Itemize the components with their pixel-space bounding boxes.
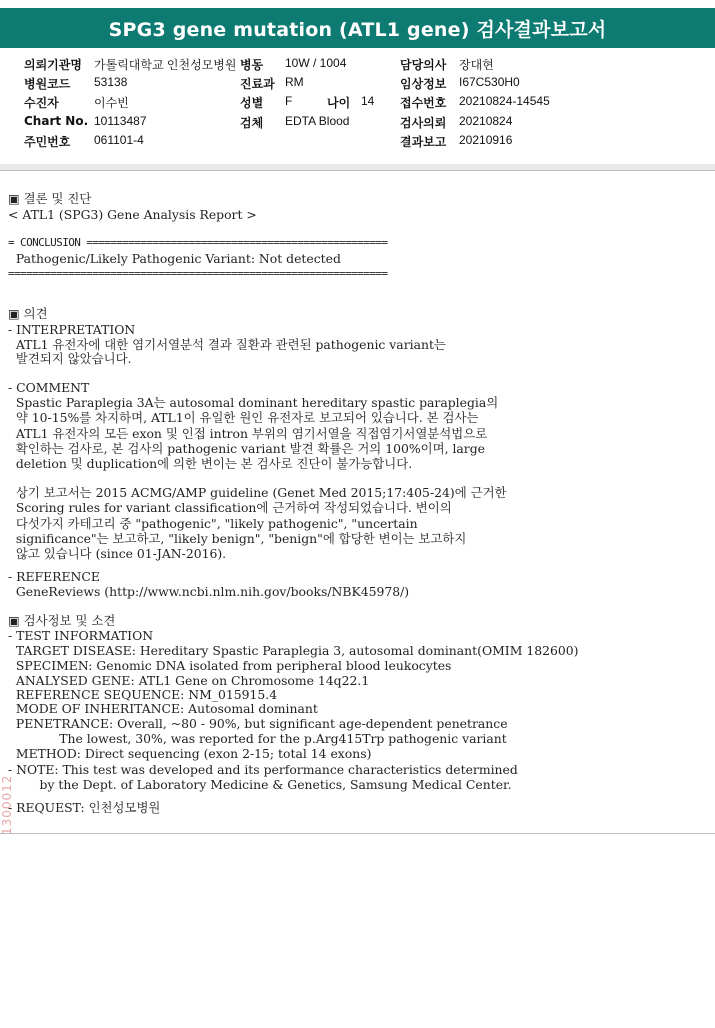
report-line: =============================================================== (8, 267, 388, 280)
report-line: Spastic Paraplegia 3A는 autosomal dominant hereditary spastic paraplegia의 (8, 395, 499, 410)
report-line: - INTERPRETATION (8, 322, 136, 337)
info-value: EDTA Blood (285, 114, 350, 128)
section-heading: ▣ 검사정보 및 소견 (8, 613, 116, 628)
report-line: 않고 있습니다 (since 01-JAN-2016). (8, 546, 227, 561)
report-line: - NOTE: This test was developed and its performance characteristics determined (8, 762, 518, 777)
report-line: - REQUEST: 인천성모병원 (8, 800, 161, 815)
info-value: RM (285, 75, 304, 89)
info-value: 10113487 (94, 114, 147, 128)
report-title: SPG3 gene mutation (ATL1 gene) 검사결과보고서 (0, 8, 715, 48)
report-line: The lowest, 30%, was reported for the p.Arg415Trp pathogenic variant (8, 731, 507, 746)
report-line: REFERENCE SEQUENCE: NM_015915.4 (8, 687, 278, 702)
report-line: MODE OF INHERITANCE: Autosomal dominant (8, 701, 318, 716)
report-line: METHOD: Direct sequencing (exon 2-15; total 14 exons) (8, 746, 372, 761)
conclusion-text: Pathogenic/Likely Pathogenic Variant: Not detected (8, 251, 341, 266)
report-line: ATL1 유전자의 모든 exon 및 인접 intron 부위의 염기서열을 직접염기서열분석법으로 (8, 426, 488, 441)
info-label: 병원코드 (24, 77, 71, 91)
info-label: 성별 (240, 96, 264, 110)
info-value: 가톨릭대학교 인천성모병원 (94, 58, 237, 72)
info-value: 20210916 (459, 133, 513, 147)
info-value: 10W / 1004 (285, 56, 347, 70)
info-value: 14 (361, 94, 375, 108)
side-stamp-number: 1300012 (0, 774, 14, 835)
report-line: by the Dept. of Laboratory Medicine & Genetics, Samsung Medical Center. (8, 777, 512, 792)
info-label: 담당의사 (400, 58, 447, 72)
report-line: 약 10-15%를 차지하며, ATL1이 유일한 원인 유전자로 보고되어 있습니다. 본 검사는 (8, 410, 479, 425)
info-row (0, 94, 715, 113)
report-line: 다섯가지 카테고리 중 "pathogenic", "likely pathogenic", "uncertain (8, 516, 418, 531)
info-label: Chart No. (24, 114, 89, 128)
info-value: 이수빈 (94, 96, 129, 110)
info-row (0, 56, 715, 75)
info-value: I67C530H0 (459, 75, 520, 89)
report-line: deletion 및 duplication에 의한 변이는 본 검사로 진단이 불가능합니다. (8, 456, 413, 471)
report-line: 발견되지 않았습니다. (8, 351, 132, 366)
report-line: 확인하는 검사로, 본 검사의 pathogenic variant 발견 확률은 거의 100%이며, large (8, 441, 485, 456)
report-line: - REFERENCE (8, 569, 100, 584)
report-line: SPECIMEN: Genomic DNA isolated from peripheral blood leukocytes (8, 658, 452, 673)
info-label: 수진자 (24, 96, 59, 110)
info-label: 주민번호 (24, 135, 71, 149)
section-heading: ▣ 결론 및 진단 (8, 191, 92, 206)
report-line: ATL1 유전자에 대한 염기서열분석 결과 질환과 관련된 pathogenic variant는 (8, 337, 446, 352)
info-label: 진료과 (240, 77, 275, 91)
report-body (0, 170, 715, 834)
report-line: GeneReviews (http://www.ncbi.nlm.nih.gov/books/NBK45978/) (8, 584, 410, 599)
report-line: - TEST INFORMATION (8, 628, 154, 643)
info-label: 결과보고 (400, 135, 447, 149)
info-label: 의뢰기관명 (24, 58, 82, 72)
report-line: - COMMENT (8, 380, 90, 395)
info-label: 검사의뢰 (400, 116, 447, 130)
info-row (0, 114, 715, 133)
info-value: 20210824 (459, 114, 513, 128)
report-line: < ATL1 (SPG3) Gene Analysis Report > (8, 207, 257, 222)
info-value: 061101-4 (94, 133, 144, 147)
info-value: F (285, 94, 293, 108)
patient-info-header (0, 48, 715, 165)
info-label: 임상정보 (400, 77, 447, 91)
info-label: 병동 (240, 58, 264, 72)
info-value: 20210824-14545 (459, 94, 550, 108)
report-line: 상기 보고서는 2015 ACMG/AMP guideline (Genet Med 2015;17:405-24)에 근거한 (8, 485, 507, 500)
info-value: 장대현 (459, 58, 494, 72)
info-label: 접수번호 (400, 96, 447, 110)
info-label: 검체 (240, 116, 264, 130)
info-value: 53138 (94, 75, 128, 89)
report-line: = CONCLUSION ================================================== (8, 236, 388, 249)
report-line: TARGET DISEASE: Hereditary Spastic Paraplegia 3, autosomal dominant(OMIM 182600) (8, 643, 579, 658)
section-heading: ▣ 의견 (8, 306, 48, 321)
info-label: 나이 (327, 96, 351, 110)
info-row (0, 133, 715, 152)
report-line: ANALYSED GENE: ATL1 Gene on Chromosome 14q22.1 (8, 673, 370, 688)
info-row (0, 75, 715, 94)
report-line: significance"는 보고하고, "likely benign", "benign"에 합당한 변이는 보고하지 (8, 531, 467, 546)
report-line: Scoring rules for variant classification에 근거하여 작성되었습니다. 변이의 (8, 500, 452, 515)
report-line: PENETRANCE: Overall, ~80 - 90%, but significant age-dependent penetrance (8, 716, 508, 731)
